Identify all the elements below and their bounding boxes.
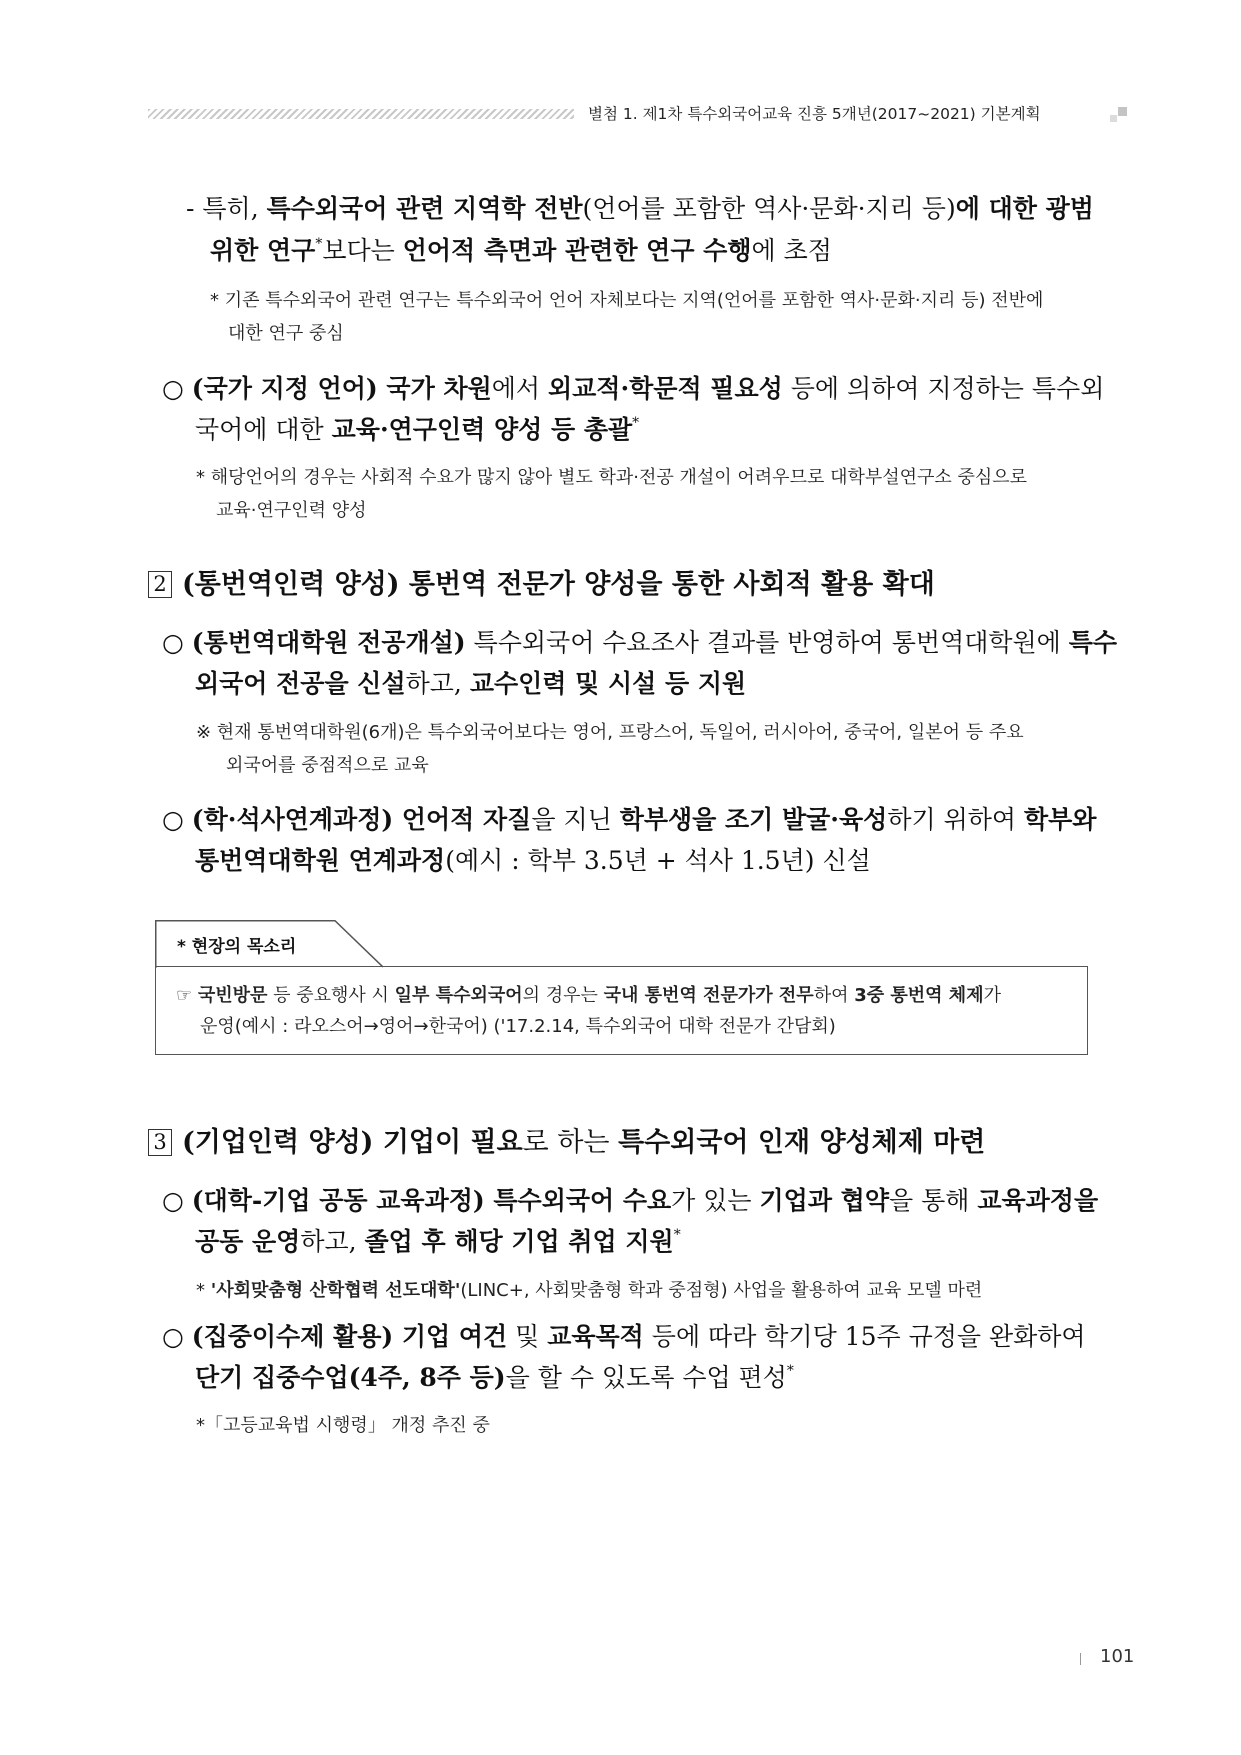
- header-hatch-bar: [148, 109, 574, 119]
- para2-line2: 국어에 대한 교육·연구인력 양성 등 총괄*: [195, 415, 640, 444]
- para2-note-line2: 교육·연구인력 양성: [216, 500, 367, 521]
- page-number-divider: [1080, 1653, 1081, 1665]
- para3-line2: 외국어 전공을 신설하고, 교수인력 및 시설 등 지원: [195, 669, 747, 698]
- voice-box-line1: ☞ 국빈방문 등 중요행사 시 일부 특수외국어의 경우는 국내 통번역 전문가가 전무하여 3중 통번역 체제가: [176, 985, 1001, 1006]
- section2-number-box: 2: [148, 571, 172, 598]
- section2-heading: 2 (통번역인력 양성) 통번역 전문가 양성을 통한 사회적 활용 확대: [148, 568, 935, 602]
- para1-note-line1: * 기존 특수외국어 관련 연구는 특수외국어 언어 자체보다는 지역(언어를 포함한 역사·문화·지리 등) 전반에: [210, 290, 1044, 311]
- voice-box-tab: [155, 920, 385, 968]
- para3-line1: ○ (통번역대학원 전공개설) 특수외국어 수요조사 결과를 반영하여 통번역대학원에 특수: [162, 628, 1118, 657]
- header-square-icon: [1118, 107, 1127, 116]
- para6-line2: 단기 집중수업(4주, 8주 등)을 할 수 있도록 수업 편성*: [195, 1363, 794, 1392]
- para4-line2: 통번역대학원 연계과정(예시 : 학부 3.5년 + 석사 1.5년) 신설: [195, 846, 871, 875]
- para1-line1: - 특히, 특수외국어 관련 지역학 전반(언어를 포함한 역사·문화·지리 등)에 대한 광범: [186, 194, 1094, 223]
- para1-note-line2: 대한 연구 중심: [228, 323, 344, 344]
- voice-box-label: * 현장의 목소리: [177, 937, 297, 957]
- para5-line1: ○ (대학-기업 공동 교육과정) 특수외국어 수요가 있는 기업과 협약을 통해 교육과정을: [162, 1186, 1099, 1215]
- section3-number-box: 3: [148, 1129, 172, 1156]
- page-number: 101: [1100, 1646, 1135, 1667]
- para6-line1: ○ (집중이수제 활용) 기업 여건 및 교육목적 등에 따라 학기당 15주 규정을 완화하여: [162, 1322, 1086, 1351]
- para2-line1: ○ (국가 지정 언어) 국가 차원에서 외교적·학문적 필요성 등에 의하여 지정하는 특수외: [162, 374, 1105, 403]
- para3-note-line2: 외국어를 중점적으로 교육: [226, 755, 429, 776]
- running-header: [148, 101, 1130, 127]
- voice-box-line2: 운영(예시 : 라오스어→영어→한국어) ('17.2.14, 특수외국어 대학 전문가 간담회): [200, 1016, 836, 1037]
- para1-line2: 위한 연구*보다는 언어적 측면과 관련한 연구 수행에 초점: [210, 236, 832, 265]
- para5-note: * '사회맞춤형 산학협력 선도대학'(LINC+, 사회맞춤형 학과 중점형) 사업을 활용하여 교육 모델 마련: [196, 1280, 983, 1301]
- para5-line2: 공동 운영하고, 졸업 후 해당 기업 취업 지원*: [195, 1227, 681, 1256]
- para2-note-line1: * 해당언어의 경우는 사회적 수요가 많지 않아 별도 학과·전공 개설이 어려우므로 대학부설연구소 중심으로: [196, 467, 1028, 488]
- para4-line1: ○ (학·석사연계과정) 언어적 자질을 지닌 학부생을 조기 발굴·육성하기 위하여 학부와: [162, 805, 1097, 834]
- voice-box: [155, 966, 1088, 1055]
- para6-note: *「고등교육법 시행령」 개정 추진 중: [196, 1415, 490, 1436]
- section3-heading: 3 (기업인력 양성) 기업이 필요로 하는 특수외국어 인재 양성체제 마련: [148, 1126, 985, 1160]
- header-square-small-icon: [1110, 115, 1117, 122]
- para3-note-line1: ※ 현재 통번역대학원(6개)은 특수외국어보다는 영어, 프랑스어, 독일어, 러시아어, 중국어, 일본어 등 주요: [196, 722, 1024, 743]
- header-title: 별첨 1. 제1차 특수외국어교육 진흥 5개년(2017~2021) 기본계획: [588, 105, 1041, 123]
